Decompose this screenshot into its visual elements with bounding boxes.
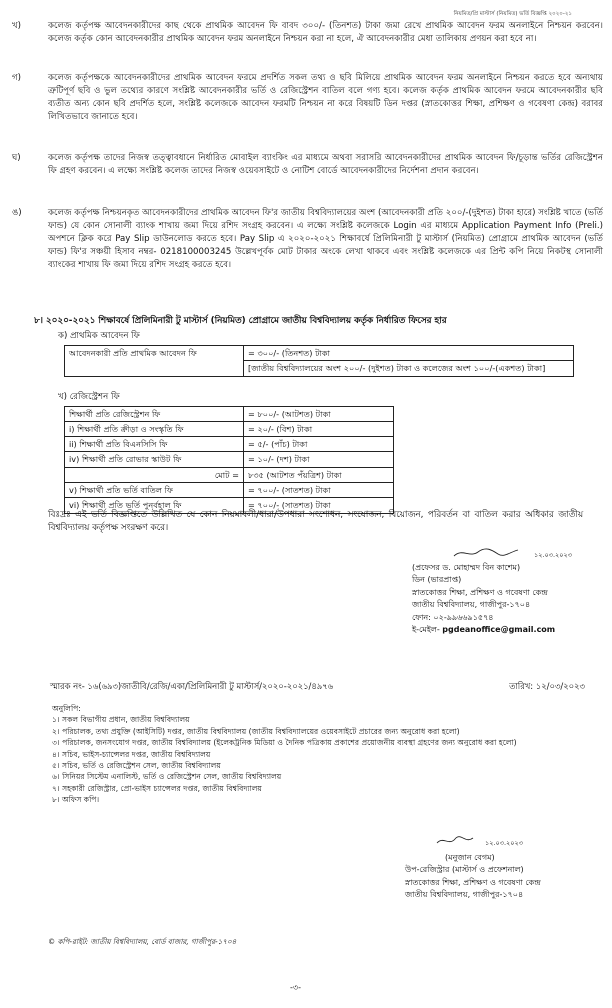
table-row	[65, 452, 394, 467]
copy-to-list	[52, 703, 592, 806]
table-cell	[65, 452, 244, 467]
total-label: মোট =	[214, 469, 239, 480]
fee-label: শিক্ষার্থী প্রতি রোভার স্কাউট ফি	[81, 454, 182, 465]
fee-label: শিক্ষার্থী প্রতি ক্রীড়া ও সংস্কৃতি ফি	[77, 423, 184, 434]
paragraph-text: কলেজ কর্তৃপক্ষ তাদের নিজস্ব তত্ত্বাবধানে নির্ধারিত মোবাইল ব্যাংকিং এর মাধ্যমে অথবা সরাসরি আবেদনকারীদের প্রাথমিক আবেদন ফি/চূড়ান্ত ভর্তির রেজিস্ট্রেশন ফি গ্রহণ করবেন। এ লক্ষ্যে সংশ্লিষ্ট কলেজ তাদের নিজস্ব ওয়েবসাইটে ও নোটিশ বোর্ডে আবেদনকারীদের নির্দেশনা প্রদান করবেন।	[48, 153, 603, 176]
fee-section	[34, 315, 584, 514]
signatory-title: উপ-রেজিস্ট্রার (মাস্টার্স ও প্রফেশনাল)	[405, 865, 524, 875]
copyright-footer: © কপি-রাইট: জাতীয় বিশ্ববিদ্যালয়, বোর্ড বাজার, গাজীপুর-১৭০৪	[48, 937, 237, 946]
signature-scribble-icon	[435, 834, 475, 848]
row-number: ii)	[69, 439, 77, 450]
signature-scribble-icon	[452, 546, 522, 560]
fee-value: = ২০/- (বিশ) টাকা	[248, 423, 313, 434]
list-item: ২। পরিচালক, তথ্য প্রযুক্তি (আইসিটি) দপ্তর, জাতীয় বিশ্ববিদ্যালয় (জাতীয় বিশ্ববিদ্যালয়ের ওয়েবসাইটে প্রচারের জন্য অনুরোধ করা হলো)	[52, 726, 460, 736]
fee-value: = ৮০০/- (আটশত) টাকা	[248, 408, 331, 419]
list-item: ১। সকল বিভাগীয় প্রধান, জাতীয় বিশ্ববিদ্যালয়	[52, 715, 190, 725]
memo-date: তারিখ: ১২/০৩/২০২৩	[509, 681, 585, 691]
signatory-office: স্নাতকোত্তর শিক্ষা, প্রশিক্ষণ ও গবেষণা কেন্দ্র	[405, 877, 541, 887]
table-row-total	[65, 467, 394, 482]
table-cell	[65, 467, 244, 482]
signatory-name: (প্রফেসর ড. মোহাম্মদ বিন কাশেম)	[412, 563, 521, 572]
list-item: ৮। অফিস কপি।	[52, 795, 100, 805]
table-cell	[244, 452, 394, 467]
list-item: ৭। সহকারী রেজিস্ট্রার, প্রো-ভাইস চ্যান্সেলর দপ্তর, জাতীয় বিশ্ববিদ্যালয়	[52, 783, 262, 793]
paragraph-label: ঘ)	[12, 153, 21, 163]
paragraph-kha	[12, 20, 603, 46]
table-cell	[244, 437, 394, 452]
paragraph-text: কলেজ কর্তৃপক্ষ নিশ্চয়নকৃত আবেদনকারীদের প্রাথমিক আবেদন ফি'র জাতীয় বিশ্ববিদ্যালয়ের অংশ (আবেদনকারী প্রতি ২০০/-(দুইশত) টাকা হারে) সংশ্লিষ্ট খাতে (ভর্তি ফান্ড) যে কোন সোনালী ব্যাংক শাখায় জমা দিয়ে রশিদ সংগ্রহ করবেন। এ লক্ষ্যে সংশ্লিষ্ট কলেজকে Login এর মাধ্যমে Application Payment Info (Preli.) অপশনে ক্লিক করে Pay Slip ডাউনলোড করতে হবে। Pay Slip এ ২০২০-২০২১ শিক্ষাবর্ষে প্রিলিমিনারী টু মাস্টার্স (নিয়মিত) প্রোগ্রামে প্রাথমিক আবেদন (ভর্তি ফান্ড) ফি'র সঞ্চয়ী হিসাব নম্বর- 0218100003245 উল্লেখপূর্বক মোট টাকার অংকে লেখা থাকবে এবং সংশ্লিষ্ট কলেজকে এর প্রিন্ট কপি নিয়ে নিকটস্থ সোনালী ব্যাংকের শাখায় ফি জমা দিয়ে রশিদ সংগ্রহ করতে হবে।	[48, 208, 603, 270]
page-header-note: নিয়মিত/প্রি মাস্টার্স (নিয়মিত) ভর্তি বিজ্ঞপ্তি ২০২০-২১	[453, 11, 572, 17]
signatory-university: জাতীয় বিশ্ববিদ্যালয়, গাজীপুর-১৭০৪	[405, 890, 524, 900]
list-item: ৪। সচিব, ভাইস-চ্যান্সেলর দপ্তর, জাতীয় বিশ্ববিদ্যালয়	[52, 749, 211, 759]
table-cell	[65, 437, 244, 452]
registration-fee-table	[64, 406, 394, 514]
signatory-office: স্নাতকোত্তর শিক্ষা, প্রশিক্ষণ ও গবেষণা কেন্দ্র	[412, 587, 548, 597]
paragraph-gha	[12, 152, 603, 178]
paragraph-text: কলেজ কর্তৃপক্ষকে আবেদনকারীদের প্রাথমিক আবেদন ফরমে প্রদর্শিত সকল তথ্য ও ছবি মিলিয়ে প্রাথমিক আবেদন ফরম অনলাইনে নিশ্চয়ন করতে হবে অন্যথায় ত্রুটিপূর্ণ ছবি ও ভুল তথ্যের কারণে সংশ্লিষ্ট আবেদনকারীর ভর্তি ও রেজিস্ট্রেশন বাতিল বলে গণ্য হবে। কলেজ কর্তৃক প্রাথমিক আবেদন ফরমে আবেদনকারীর ছবি ব্যতীত অন্য কোন ছবি প্রদর্শিত হলে, সংশ্লিষ্ট কলেজকে আবেদন ফরমটি নিশ্চয়ন না করে বিষয়টি ডিন দপ্তর (স্নাতকোত্তর শিক্ষা, প্রশিক্ষণ ও গবেষণা কেন্দ্র) বরাবর লিখিতভাবে জানাতে হবে।	[48, 73, 603, 122]
table-cell	[65, 346, 244, 377]
signatory-university: জাতীয় বিশ্ববিদ্যালয়, গাজীপুর-১৭০৪	[412, 600, 531, 610]
subheading-registration-fee: খ) রেজিস্ট্রেশন ফি	[58, 391, 120, 402]
fee-value: = ৭০০/- (সাতশত) টাকা	[248, 485, 331, 496]
email-address: pgdeanoffice@gmail.com	[442, 624, 556, 634]
table-cell	[244, 483, 394, 498]
signature-date: ১২.০৩.২০২৩	[534, 551, 572, 559]
subheading-application-fee: ক) প্রাথমিক আবেদন ফি	[58, 331, 140, 342]
memo-line	[50, 680, 585, 693]
paragraph-label: ঙ)	[12, 208, 22, 218]
email-label: ই-মেইল-	[412, 624, 443, 634]
signature-date: ১২.০৩.২০২৩	[485, 839, 523, 847]
fee-label: শিক্ষার্থী প্রতি বিএনসিসি ফি	[79, 439, 168, 450]
table-cell	[244, 467, 394, 482]
fee-value: = ৭০০/- (সাতশত) টাকা	[248, 500, 331, 511]
row-number: i)	[69, 423, 75, 434]
fee-note: [জাতীয় বিশ্ববিদ্যালয়ের অংশ ২০০/- (দুইশত) টাকা ও কলেজের অংশ ১০০/-(একশত) টাকা]	[248, 363, 546, 374]
total-value: ৮৩৫ (আটশত পঁয়ত্রিশ) টাকা	[248, 469, 342, 480]
memo-number: স্মারক নং- ১৬(৬৯৩)জাতীবি/রেজি/একা/প্রিলিমিনারী টু মাস্টার্স/২০২০-২০২১/৪৯৭৬	[50, 681, 334, 691]
row-number: v)	[69, 485, 78, 496]
row-number: vi)	[69, 500, 80, 511]
row-number: iv)	[69, 454, 80, 465]
list-item: ৩। পরিচালক, জনসংযোগ দপ্তর, জাতীয় বিশ্ববিদ্যালয় (ইলেকট্রনিক মিডিয়া ও দৈনিক পত্রিকায় প্রকাশের প্রয়োজনীয় ব্যবস্থা গ্রহণের জন্য অনুরোধ করা হলো)	[52, 738, 517, 748]
fee-section-heading: ৮। ২০২০-২০২১ শিক্ষাবর্ষে প্রিলিমিনারী টু মাস্টার্স (নিয়মিত) প্রোগ্রামে জাতীয় বিশ্ববিদ্যালয় কর্তৃক নির্ধারিত ফিসের হার	[34, 316, 447, 326]
list-item: ৬। সিনিয়র সিস্টেম এনালিস্ট, ভর্তি ও রেজিস্ট্রেশন সেল, জাতীয় বিশ্ববিদ্যালয়	[52, 772, 282, 782]
table-cell	[65, 406, 244, 421]
paragraph-label: গ)	[12, 73, 21, 83]
list-item: ৫। সচিব, ভর্তি ও রেজিস্ট্রেশন সেল, জাতীয় বিশ্ববিদ্যালয়	[52, 760, 221, 770]
signatory-email-line	[412, 624, 592, 636]
fee-value: = ৩০০/- (তিনশত) টাকা	[248, 348, 331, 359]
fee-value: = ৫/- (পাঁচ) টাকা	[248, 439, 308, 450]
fee-label: শিক্ষার্থী প্রতি ভর্তি বাতিল ফি	[79, 485, 173, 496]
fee-label: শিক্ষার্থী প্রতি ভর্তি পুনর্বহাল ফি	[81, 500, 182, 511]
paragraph-uma	[12, 207, 603, 271]
signature-block-dean	[412, 548, 592, 636]
table-row	[65, 346, 574, 361]
table-row	[65, 437, 394, 452]
fee-label: আবেদনকারী প্রতি প্রাথমিক আবেদন ফি	[69, 348, 197, 359]
table-cell	[244, 406, 394, 421]
fee-value: = ১০/- (দশ) টাকা	[248, 454, 310, 465]
copy-to-heading: অনুলিপি:	[52, 704, 81, 713]
fee-label: শিক্ষার্থী প্রতি রেজিস্ট্রেশন ফি	[69, 408, 161, 419]
paragraph-text: কলেজ কর্তৃপক্ষ আবেদনকারীদের কাছ থেকে প্রাথমিক আবেদন ফি বাবদ ৩০০/- (তিনশত) টাকা জমা রেখে প্রাথমিক আবেদন ফরম অনলাইনে নিশ্চয়ন করবেন। কলেজ কর্তৃক কোন আবেদনকারীর প্রাথমিক আবেদন ফরম অনলাইনে নিশ্চয়ন করা না হলে, ঐ আবেদনকারীর মেধা তালিকায় প্রণয়ন করা হবে না।	[48, 21, 603, 44]
table-cell	[244, 361, 574, 376]
table-cell	[244, 346, 574, 361]
table-cell	[65, 421, 244, 436]
table-row	[65, 406, 394, 421]
signatory-title: ডিন (ভারপ্রাপ্ত)	[412, 575, 462, 585]
paragraph-ga	[12, 72, 603, 124]
application-fee-table	[64, 345, 574, 377]
disclaimer-note: বিঃদ্রঃ এই ভর্তি বিজ্ঞপ্তিতে উল্লিখিত যে কোন নিয়মাবলী/ধারা/উপধারা সংশোধন, সংযোজন, বিয়োজন, পরিবর্তন বা বাতিল করার অধিকার জাতীয় বিশ্ববিদ্যালয় কর্তৃপক্ষ সংরক্ষণ করে।	[48, 510, 583, 534]
table-row	[65, 421, 394, 436]
signatory-name: (মনুজান বেগম)	[445, 853, 495, 862]
page-number: -৩-	[290, 983, 301, 992]
signatory-phone: ফোন: ০২-৯৯৬৬৯১৫৭৪	[412, 612, 494, 622]
paragraph-label: খ)	[12, 21, 21, 31]
table-cell	[65, 483, 244, 498]
table-row	[65, 483, 394, 498]
table-cell	[244, 421, 394, 436]
signature-block-deputy-registrar	[405, 836, 595, 902]
